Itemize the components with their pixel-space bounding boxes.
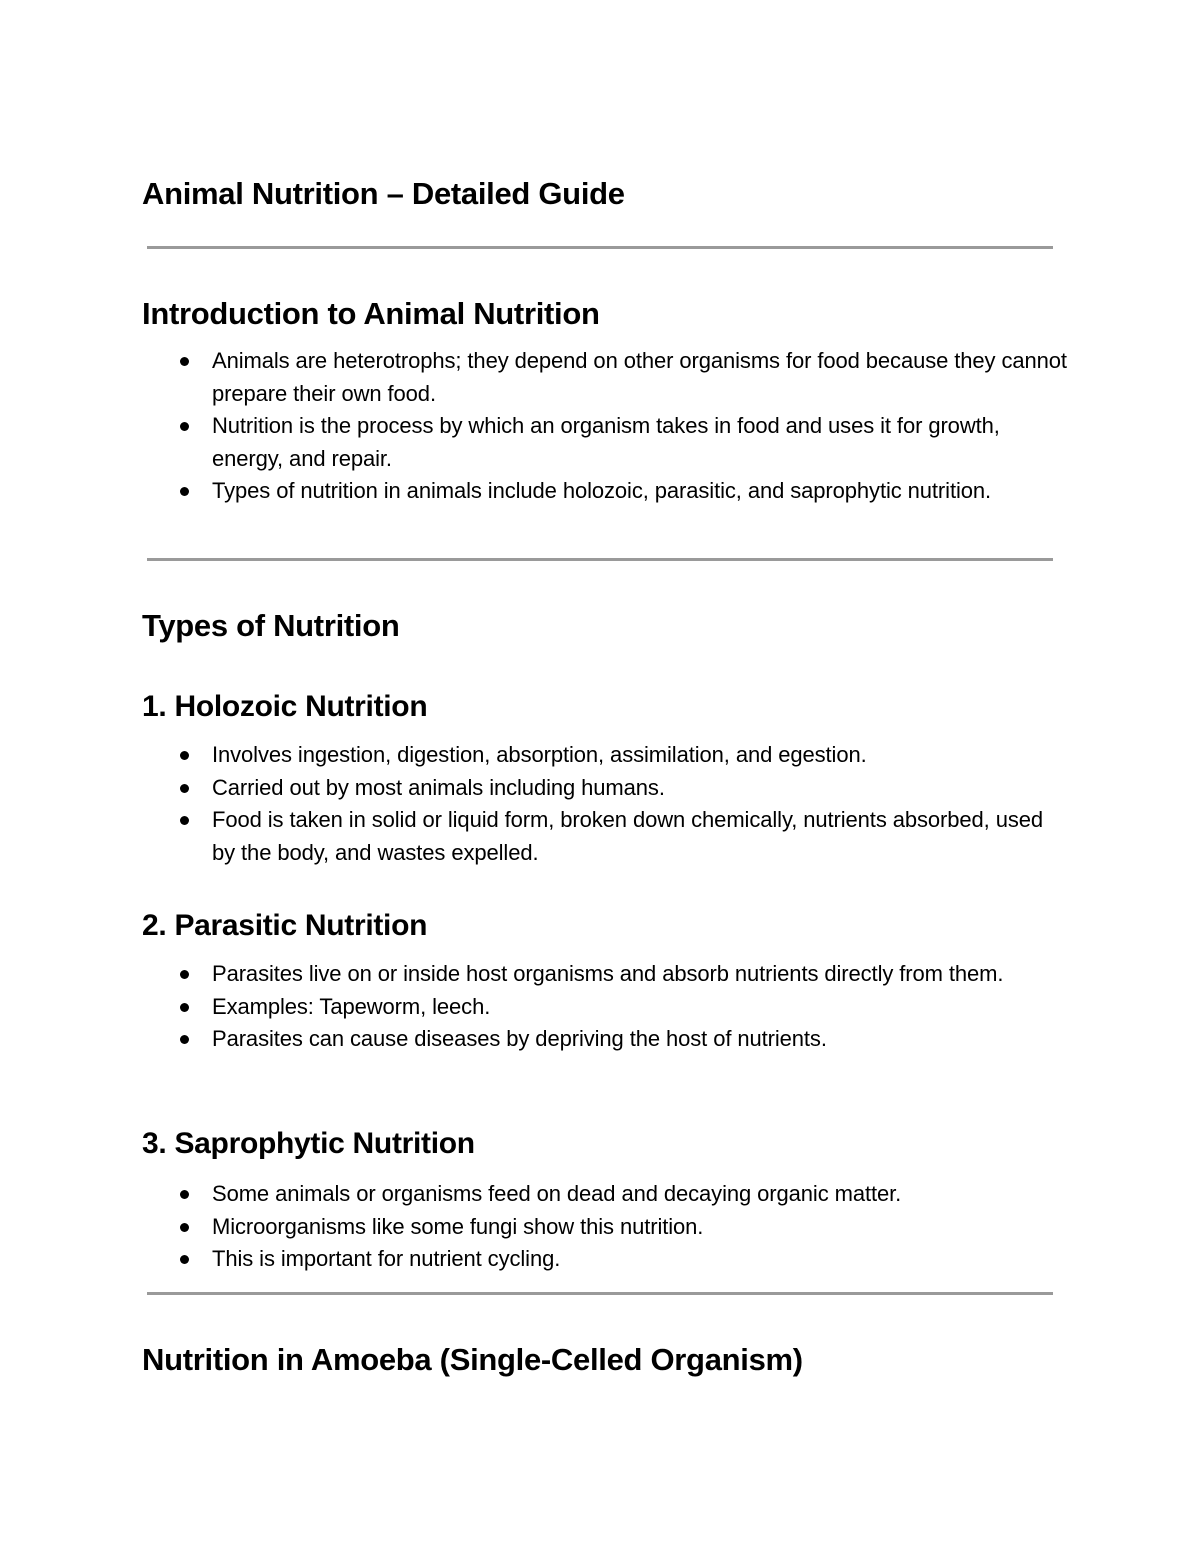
list-item: Nutrition is the process by which an organism takes in food and uses it for growth, energy, and repair. [212, 410, 1072, 475]
subsection-heading-holozoic: 1. Holozoic Nutrition [142, 690, 428, 723]
divider [147, 558, 1053, 561]
parasitic-list [212, 958, 1072, 1056]
section-heading-introduction: Introduction to Animal Nutrition [142, 296, 600, 331]
list-item: This is important for nutrient cycling. [212, 1243, 1072, 1276]
saprophytic-list [212, 1178, 1072, 1276]
introduction-list [212, 345, 1072, 508]
list-item: Food is taken in solid or liquid form, broken down chemically, nutrients absorbed, used by the body, and wastes expelled. [212, 804, 1072, 869]
subsection-heading-parasitic: 2. Parasitic Nutrition [142, 909, 428, 942]
list-item: Parasites can cause diseases by depriving the host of nutrients. [212, 1023, 1072, 1056]
list-item: Types of nutrition in animals include holozoic, parasitic, and saprophytic nutrition. [212, 475, 1072, 508]
subsection-heading-saprophytic: 3. Saprophytic Nutrition [142, 1127, 475, 1160]
list-item: Some animals or organisms feed on dead and decaying organic matter. [212, 1178, 1072, 1211]
section-heading-amoeba: Nutrition in Amoeba (Single-Celled Organism) [142, 1342, 803, 1377]
holozoic-list [212, 739, 1072, 869]
list-item: Involves ingestion, digestion, absorption, assimilation, and egestion. [212, 739, 1072, 772]
section-heading-types: Types of Nutrition [142, 608, 400, 643]
document-title: Animal Nutrition – Detailed Guide [142, 176, 625, 211]
list-item: Examples: Tapeworm, leech. [212, 991, 1072, 1024]
divider [147, 1292, 1053, 1295]
list-item: Carried out by most animals including humans. [212, 772, 1072, 805]
list-item: Parasites live on or inside host organisms and absorb nutrients directly from them. [212, 958, 1072, 991]
list-item: Microorganisms like some fungi show this nutrition. [212, 1211, 1072, 1244]
divider [147, 246, 1053, 249]
list-item: Animals are heterotrophs; they depend on other organisms for food because they cannot prepare their own food. [212, 345, 1072, 410]
